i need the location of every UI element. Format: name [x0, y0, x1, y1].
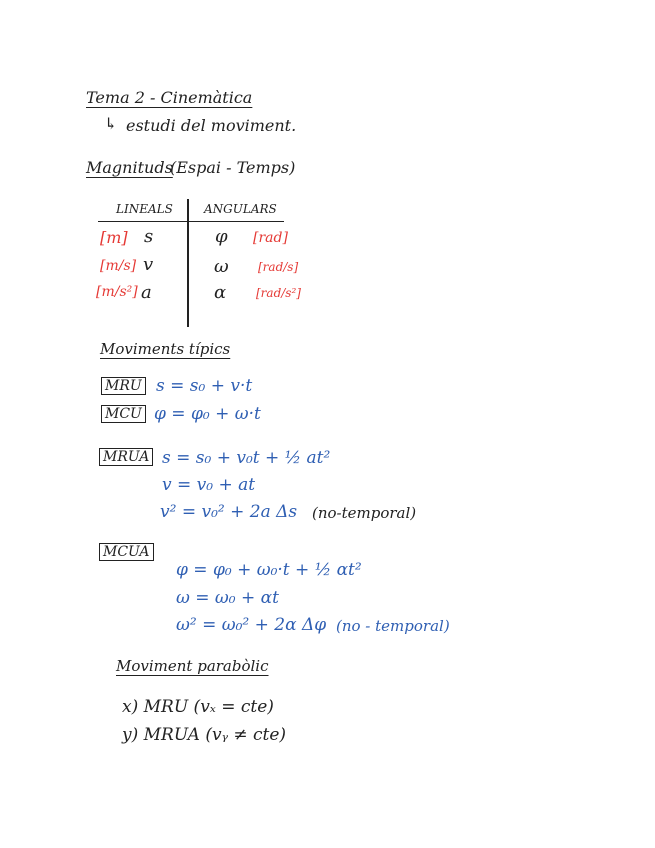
- symbol-angular-acceleration: α: [214, 282, 227, 303]
- symbol-angular-position: φ: [215, 226, 228, 247]
- mrua-equation-position: s = s₀ + v₀t + ½ at²: [162, 448, 331, 468]
- symbol-angular-velocity: ω: [214, 256, 229, 277]
- mcu-equation: φ = φ₀ + ω·t: [154, 404, 261, 424]
- subtitle-arrow: ↳: [104, 114, 118, 133]
- magnituds-heading: Magnituds: [86, 158, 173, 177]
- unit-angular-position: [rad]: [253, 230, 288, 246]
- unit-angular-velocity: [rad/s]: [258, 260, 299, 274]
- mrua-label-box: MRUA: [99, 448, 153, 466]
- unit-linear-acceleration: [m/s²]: [96, 284, 138, 300]
- parabolic-y-component: y) MRUA (vᵧ ≠ cte): [122, 725, 287, 745]
- unit-angular-acceleration: [rad/s²]: [256, 286, 301, 300]
- symbol-linear-velocity: v: [143, 254, 154, 275]
- mcua-no-temporal-note: (no - temporal): [336, 617, 450, 635]
- mru-equation: s = s₀ + v·t: [156, 376, 253, 396]
- table-column-divider: [187, 199, 189, 327]
- mcu-label-box: MCU: [101, 405, 146, 423]
- mcua-label-box: MCUA: [99, 543, 154, 561]
- page-subtitle: estudi del moviment.: [126, 116, 297, 135]
- mrua-no-temporal-note: (no-temporal): [312, 504, 417, 522]
- magnituds-note: (Espai - Temps): [170, 158, 296, 177]
- unit-linear-velocity: [m/s]: [100, 258, 137, 274]
- moviments-heading: Moviments típics: [100, 340, 231, 358]
- column-header-angulars: ANGULARS: [204, 202, 277, 216]
- unit-linear-position: [m]: [100, 228, 128, 247]
- mcua-equation-no-temporal: ω² = ω₀² + 2α Δφ: [176, 615, 327, 635]
- table-header-rule: [98, 221, 284, 222]
- mcua-equation-angular-velocity: ω = ω₀ + αt: [176, 588, 279, 608]
- symbol-linear-position: s: [144, 226, 154, 247]
- parabolic-x-component: x) MRU (vₓ = cte): [122, 697, 274, 717]
- mru-label-box: MRU: [101, 377, 146, 395]
- mrua-equation-no-temporal: v² = v₀² + 2a Δs: [160, 502, 298, 522]
- symbol-linear-acceleration: a: [141, 282, 152, 303]
- page-title: Tema 2 - Cinemàtica: [86, 88, 253, 107]
- column-header-lineals: LINEALS: [116, 202, 173, 216]
- parabolic-heading: Moviment parabòlic: [116, 657, 269, 675]
- mcua-equation-angle: φ = φ₀ + ω₀·t + ½ αt²: [176, 560, 362, 580]
- mrua-equation-velocity: v = v₀ + at: [162, 475, 256, 495]
